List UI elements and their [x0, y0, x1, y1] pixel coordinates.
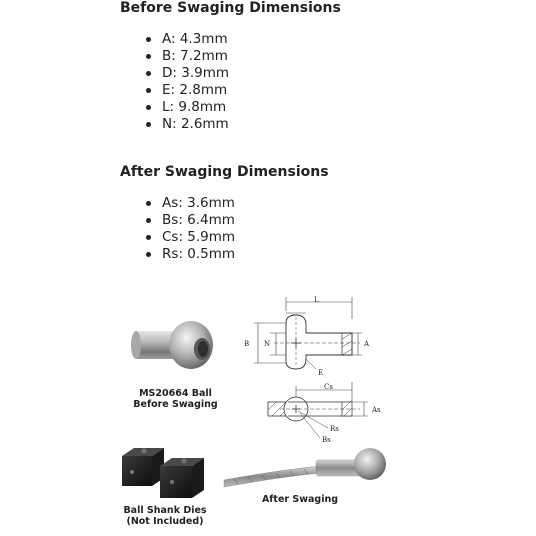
dies-caption-line1: Ball Shank Dies [123, 505, 207, 516]
list-item: A: 4.3mm [142, 31, 229, 48]
ball-shank-dies-image [118, 442, 218, 502]
ball-caption [128, 388, 223, 410]
before-swaging-diagram [240, 295, 370, 375]
ball-before-swaging-image [128, 315, 228, 375]
label-A: A [364, 340, 370, 348]
ball-caption-line2: Before Swaging [133, 399, 218, 410]
label-B: B [244, 340, 250, 348]
before-swaging-list [142, 31, 229, 133]
list-item: B: 7.2mm [142, 48, 229, 65]
list-item: Cs: 5.9mm [142, 229, 235, 246]
after-swaging-list [142, 195, 235, 263]
list-item: D: 3.9mm [142, 65, 229, 82]
label-N: N [264, 340, 271, 348]
list-item: Rs: 0.5mm [142, 246, 235, 263]
label-L: L [314, 296, 319, 304]
before-swaging-heading: Before Swaging Dimensions [120, 0, 341, 16]
label-As: As [372, 406, 381, 414]
ball-caption-line1: MS20664 Ball [139, 388, 212, 399]
label-E: E [318, 369, 324, 377]
dies-caption-line2: (Not Included) [126, 516, 204, 527]
list-item: As: 3.6mm [142, 195, 235, 212]
after-swaging-caption: After Swaging [261, 494, 339, 505]
after-swaging-heading: After Swaging Dimensions [120, 164, 329, 180]
label-Cs: Cs [324, 383, 333, 391]
dies-caption [110, 505, 220, 527]
swaged-cable-image [220, 440, 400, 500]
list-item: E: 2.8mm [142, 82, 229, 99]
list-item: L: 9.8mm [142, 99, 229, 116]
label-Rs: Rs [330, 425, 339, 433]
list-item: Bs: 6.4mm [142, 212, 235, 229]
label-Bs: Bs [322, 436, 331, 444]
list-item: N: 2.6mm [142, 116, 229, 133]
